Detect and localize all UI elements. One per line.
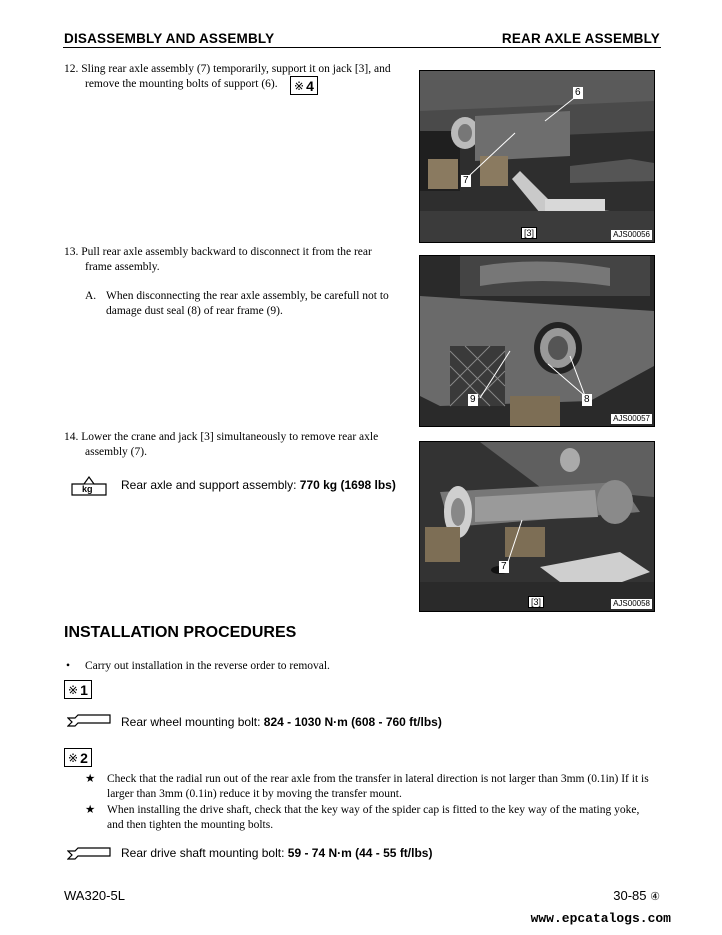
callout-7: 7	[463, 175, 469, 186]
note-2: When installing the drive shaft, check that the key way of the spider cap is fitted to the key way of the mating yoke, and then tighten the mounting bolts.	[107, 804, 640, 831]
mark-star-icon: ※	[68, 750, 79, 765]
step-number: 13.	[64, 246, 79, 258]
note-1: Check that the radial run out of the rear axle from the transfer in lateral direction is not larger than 3mm (0.1in) If it is larger than 3mm (0.1in) reduce it by moving the transfer mount.	[107, 773, 649, 800]
step-12	[64, 62, 414, 77]
step-14	[64, 430, 414, 445]
footer-page: 30-85 ④	[613, 888, 660, 903]
step-text: Pull rear axle assembly backward to disconnect it from the rear	[81, 246, 372, 258]
jack-label: [3]	[528, 596, 544, 608]
photo-illustration	[420, 256, 654, 426]
mark-star-icon: ※	[68, 682, 79, 697]
header-rule	[63, 47, 661, 48]
callout-8: 8	[584, 394, 590, 405]
torque-spec-2: Rear drive shaft mounting bolt: 59 - 74 N·m (44 - 55 ft/lbs)	[121, 846, 433, 860]
photo-illustration	[420, 71, 654, 242]
note-star-icon: ★	[85, 773, 96, 785]
wrench-icon	[67, 847, 111, 863]
weight-icon	[70, 474, 108, 496]
component-title: REAR AXLE ASSEMBLY	[501, 31, 660, 46]
edition-mark: ④	[650, 891, 660, 903]
bullet: •	[66, 660, 71, 672]
callout-9: 9	[470, 394, 476, 405]
footer-model: WA320-5L	[64, 888, 125, 903]
weight-value: 770 kg (1698 lbs)	[299, 478, 396, 492]
photo-dust-seal	[419, 255, 655, 427]
step-13-sub-text: When disconnecting the rear axle assembly, be carefull not to damage dust seal (8) of rear frame (9).	[106, 290, 389, 317]
photo-axle-lowered	[419, 441, 655, 612]
photo-id: AJS00056	[613, 230, 650, 239]
watermark: www.epcatalogs.com	[530, 911, 671, 926]
wrench-icon	[67, 714, 111, 730]
step-number: 14.	[64, 431, 79, 443]
installation-intro	[66, 659, 70, 674]
step-text: Sling rear axle assembly (7) temporarily, support it on jack [3], and	[81, 63, 391, 75]
step-14-line2: assembly (7).	[85, 446, 147, 458]
step-12-line2: remove the mounting bolts of support (6).	[85, 78, 278, 90]
weight-icon-label: kg	[82, 484, 93, 494]
step-number: 12.	[64, 63, 79, 75]
step-text: Lower the crane and jack [3] simultaneously to remove rear axle	[81, 431, 379, 443]
step-13-sub-a	[85, 289, 96, 304]
photo-id: AJS00057	[613, 414, 650, 423]
torque-spec-1: Rear wheel mounting bolt: 824 - 1030 N·m (608 - 760 ft/lbs)	[121, 715, 442, 729]
torque-value-2: 59 - 74 N·m (44 - 55 ft/lbs)	[287, 846, 433, 860]
callout-6: 6	[575, 87, 581, 98]
jack-label: [3]	[521, 227, 537, 239]
photo-id: AJS00058	[613, 599, 650, 608]
photo-illustration	[420, 442, 654, 611]
sub-letter: A.	[85, 290, 97, 302]
mark-2-badge: ※ 2	[64, 748, 92, 767]
note-star-icon: ★	[85, 804, 96, 816]
callout-7: 7	[501, 561, 507, 572]
mark-star-icon: ※	[294, 78, 305, 93]
torque-value-1: 824 - 1030 N·m (608 - 760 ft/lbs)	[263, 715, 442, 729]
weight-spec: Rear axle and support assembly: 770 kg (1698 lbs)	[121, 478, 396, 492]
photo-rear-axle-jack	[419, 70, 655, 243]
step-13	[64, 245, 414, 260]
installation-title: INSTALLATION PROCEDURES	[64, 624, 297, 641]
mark-4-badge: ※ 4	[290, 76, 318, 95]
step-13-line2: frame assembly.	[85, 261, 160, 273]
mark-1-badge: ※ 1	[64, 680, 92, 699]
installation-intro-text: Carry out installation in the reverse order to removal.	[85, 660, 330, 672]
section-title: DISASSEMBLY AND ASSEMBLY	[64, 31, 275, 46]
